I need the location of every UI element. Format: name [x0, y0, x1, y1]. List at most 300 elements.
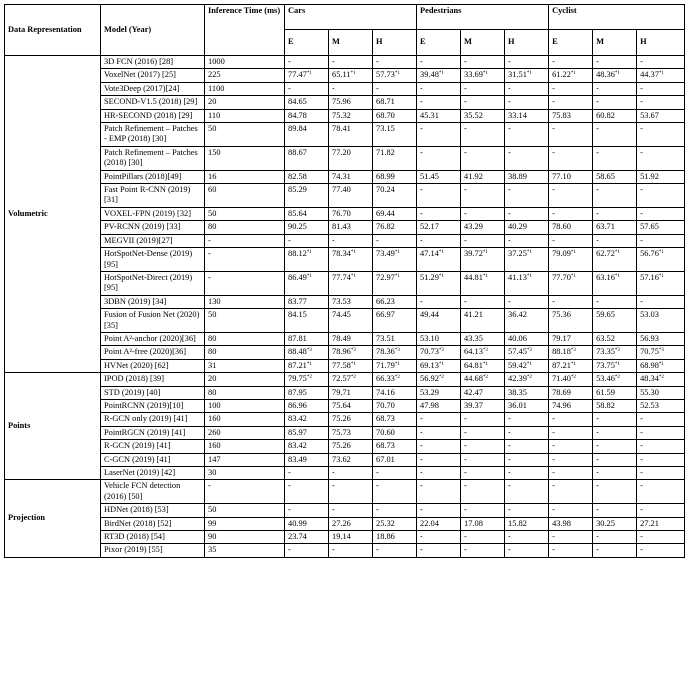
- score-footnote-marker: *1: [306, 273, 312, 279]
- table-row: [5, 234, 685, 247]
- table-row: [5, 96, 685, 109]
- score-footnote-marker: *3: [438, 348, 444, 354]
- score-cell: [373, 531, 417, 544]
- score-cell: [329, 453, 373, 466]
- score-value: -: [420, 454, 423, 464]
- score-value: 79.71: [332, 387, 351, 397]
- score-cell: [417, 96, 461, 109]
- score-value: 81.43: [332, 222, 351, 232]
- score-cell: [505, 146, 549, 170]
- score-cell: [549, 480, 593, 504]
- score-value: 68.73: [376, 441, 395, 451]
- inference-time-cell: 99: [205, 517, 285, 530]
- score-value: 43.35: [464, 333, 483, 343]
- score-footnote-marker: *1: [614, 361, 620, 367]
- score-value: -: [420, 208, 423, 218]
- table-row: [5, 440, 685, 453]
- score-cell: [505, 123, 549, 147]
- score-cell: [549, 386, 593, 399]
- header-group-pedestrians: Pedestrians: [417, 5, 549, 30]
- score-cell: [505, 413, 549, 426]
- score-value: -: [420, 468, 423, 477]
- score-cell: [637, 69, 685, 82]
- score-value: -: [464, 147, 467, 157]
- score-value: -: [552, 468, 555, 477]
- score-cell: [329, 170, 373, 183]
- score-value: 75.36: [552, 310, 571, 320]
- score-value: 73.62: [332, 454, 351, 464]
- score-cell: [417, 480, 461, 504]
- score-cell: [417, 346, 461, 359]
- score-cell: [549, 346, 593, 359]
- score-cell: [373, 467, 417, 480]
- score-cell: [329, 184, 373, 208]
- score-value: 65.11: [332, 70, 351, 80]
- score-value: 27.21: [640, 518, 659, 528]
- score-value: -: [596, 57, 599, 66]
- score-value: 79.09: [552, 249, 571, 259]
- table-row: [5, 221, 685, 234]
- score-value: 79.17: [552, 333, 571, 343]
- score-value: 51.29: [420, 272, 439, 282]
- table-row: [5, 309, 685, 333]
- score-value: -: [420, 414, 423, 424]
- score-value: 89.84: [288, 124, 307, 134]
- score-cell: [637, 221, 685, 234]
- score-cell: [505, 453, 549, 466]
- score-value: -: [596, 441, 599, 451]
- score-cell: [417, 271, 461, 295]
- score-value: -: [420, 235, 423, 245]
- score-cell: [593, 359, 637, 372]
- score-cell: [373, 248, 417, 272]
- score-cell: [373, 346, 417, 359]
- score-value: 48.34: [640, 374, 659, 384]
- model-cell: 3DBN (2019) [34]: [101, 295, 205, 308]
- header-pedestrians-hard: H: [505, 30, 549, 56]
- score-cell: [285, 440, 329, 453]
- score-cell: [285, 426, 329, 439]
- inference-time-cell: 100: [205, 399, 285, 412]
- score-value: -: [552, 83, 555, 93]
- score-value: -: [332, 468, 335, 477]
- model-cell: HDNet (2018) [53]: [101, 504, 205, 517]
- table-row: [5, 295, 685, 308]
- score-value: -: [552, 296, 555, 306]
- score-value: -: [420, 57, 423, 66]
- score-cell: [593, 184, 637, 208]
- score-cell: [593, 309, 637, 333]
- score-cell: [285, 504, 329, 517]
- header-model-year: Model (Year): [101, 5, 205, 56]
- score-value: -: [596, 468, 599, 477]
- score-value: 69.44: [376, 208, 395, 218]
- score-cell: [637, 426, 685, 439]
- score-value: -: [552, 97, 555, 107]
- score-value: 78.34: [332, 249, 351, 259]
- score-cell: [593, 399, 637, 412]
- score-value: -: [596, 147, 599, 157]
- category-cell: Projection: [5, 480, 101, 557]
- score-value: -: [508, 83, 511, 93]
- model-cell: PointRCNN (2019)[10]: [101, 399, 205, 412]
- score-cell: [417, 69, 461, 82]
- model-cell: HotSpotNet-Dense (2019)[95]: [101, 248, 205, 272]
- model-cell: Vehicle FCN detection (2016) [50]: [101, 480, 205, 504]
- score-cell: [549, 123, 593, 147]
- score-footnote-marker: *2: [526, 375, 532, 381]
- inference-time-cell: 50: [205, 123, 285, 147]
- table-row: [5, 82, 685, 95]
- score-footnote-marker: *2: [614, 375, 620, 381]
- score-value: -: [376, 57, 379, 66]
- score-value: 88.12: [288, 249, 307, 259]
- score-cell: [329, 234, 373, 247]
- score-value: -: [420, 97, 423, 107]
- score-cell: [593, 146, 637, 170]
- score-value: -: [640, 545, 643, 555]
- score-value: -: [508, 414, 511, 424]
- score-value: -: [288, 505, 291, 515]
- score-value: -: [508, 441, 511, 451]
- model-cell: Fast Point R-CNN (2019) [31]: [101, 184, 205, 208]
- score-value: 57.16: [640, 272, 659, 282]
- score-value: 49.44: [420, 310, 439, 320]
- score-cell: [505, 359, 549, 372]
- score-cell: [549, 413, 593, 426]
- header-cyclist-hard: H: [637, 30, 685, 56]
- score-cell: [505, 346, 549, 359]
- score-cell: [373, 373, 417, 386]
- score-value: 76.82: [376, 222, 395, 232]
- score-value: -: [640, 185, 643, 195]
- inference-time-cell: 1100: [205, 82, 285, 95]
- score-value: 88.18: [552, 347, 571, 357]
- score-value: 67.01: [376, 454, 395, 464]
- score-cell: [285, 517, 329, 530]
- inference-time-cell: -: [205, 480, 285, 504]
- score-cell: [373, 184, 417, 208]
- score-value: 63.52: [596, 333, 615, 343]
- score-cell: [461, 386, 505, 399]
- score-cell: [373, 271, 417, 295]
- score-value: 77.20: [332, 147, 351, 157]
- inference-time-cell: 1000: [205, 56, 285, 69]
- score-cell: [373, 399, 417, 412]
- score-footnote-marker: *1: [482, 273, 488, 279]
- score-value: -: [508, 468, 511, 477]
- score-value: -: [332, 481, 335, 491]
- score-cell: [505, 170, 549, 183]
- score-cell: [549, 146, 593, 170]
- score-value: -: [464, 97, 467, 107]
- score-cell: [329, 271, 373, 295]
- score-cell: [637, 170, 685, 183]
- score-cell: [285, 413, 329, 426]
- score-value: -: [420, 185, 423, 195]
- score-cell: [373, 146, 417, 170]
- score-value: 77.74: [332, 272, 351, 282]
- table-row: [5, 271, 685, 295]
- score-value: -: [640, 296, 643, 306]
- model-cell: 3D FCN (2016) [28]: [101, 56, 205, 69]
- score-value: 36.01: [508, 400, 527, 410]
- score-value: -: [464, 414, 467, 424]
- header-inference-time: Inference Time (ms): [205, 5, 285, 56]
- score-value: -: [640, 208, 643, 218]
- score-cell: [593, 531, 637, 544]
- score-value: -: [596, 83, 599, 93]
- score-value: 73.35: [596, 347, 615, 357]
- inference-time-cell: 110: [205, 109, 285, 122]
- score-cell: [461, 248, 505, 272]
- score-value: 85.64: [288, 208, 307, 218]
- score-value: 71.82: [376, 147, 395, 157]
- score-value: 25.32: [376, 518, 395, 528]
- score-footnote-marker: *1: [658, 273, 664, 279]
- score-value: -: [420, 441, 423, 451]
- score-value: 84.15: [288, 310, 307, 320]
- score-cell: [329, 332, 373, 345]
- score-cell: [549, 295, 593, 308]
- score-cell: [549, 234, 593, 247]
- score-footnote-marker: *1: [394, 250, 400, 256]
- score-cell: [329, 248, 373, 272]
- inference-time-cell: -: [205, 234, 285, 247]
- score-footnote-marker: *1: [570, 273, 576, 279]
- score-value: -: [596, 427, 599, 437]
- score-cell: [637, 271, 685, 295]
- inference-time-cell: 20: [205, 373, 285, 386]
- score-cell: [417, 373, 461, 386]
- score-value: 17.08: [464, 518, 483, 528]
- score-cell: [549, 426, 593, 439]
- score-cell: [505, 480, 549, 504]
- score-value: -: [288, 468, 291, 477]
- inference-time-cell: 80: [205, 346, 285, 359]
- score-cell: [637, 109, 685, 122]
- score-cell: [593, 69, 637, 82]
- score-value: -: [640, 468, 643, 477]
- score-value: 63.16: [596, 272, 615, 282]
- score-cell: [417, 359, 461, 372]
- score-cell: [593, 170, 637, 183]
- score-value: -: [640, 481, 643, 491]
- score-value: -: [640, 97, 643, 107]
- inference-time-cell: 150: [205, 146, 285, 170]
- score-footnote-marker: *2: [394, 375, 400, 381]
- score-value: -: [552, 427, 555, 437]
- score-value: 19.14: [332, 532, 351, 542]
- score-value: 42.47: [464, 387, 483, 397]
- score-footnote-marker: *1: [350, 361, 356, 367]
- score-cell: [637, 184, 685, 208]
- score-cell: [285, 467, 329, 480]
- score-cell: [461, 109, 505, 122]
- score-cell: [461, 82, 505, 95]
- score-cell: [593, 453, 637, 466]
- score-value: 85.29: [288, 185, 307, 195]
- score-cell: [417, 207, 461, 220]
- score-value: -: [596, 505, 599, 515]
- header-group-cars: Cars: [285, 5, 417, 30]
- table-row: [5, 69, 685, 82]
- score-value: -: [288, 83, 291, 93]
- table-row: [5, 109, 685, 122]
- score-cell: [549, 221, 593, 234]
- score-cell: [285, 96, 329, 109]
- score-footnote-marker: *1: [526, 71, 532, 77]
- score-value: 72.97: [376, 272, 395, 282]
- score-cell: [637, 146, 685, 170]
- score-cell: [373, 96, 417, 109]
- score-value: -: [640, 414, 643, 424]
- model-cell: R-GCN (2019) [41]: [101, 440, 205, 453]
- score-cell: [373, 309, 417, 333]
- score-value: 64.81: [464, 360, 483, 370]
- score-value: 74.16: [376, 387, 395, 397]
- score-cell: [505, 295, 549, 308]
- score-cell: [329, 413, 373, 426]
- score-cell: [461, 96, 505, 109]
- score-cell: [285, 234, 329, 247]
- score-value: -: [464, 427, 467, 437]
- score-cell: [505, 248, 549, 272]
- score-cell: [505, 332, 549, 345]
- score-value: -: [508, 454, 511, 464]
- table-row: [5, 207, 685, 220]
- score-value: 56.92: [420, 374, 439, 384]
- score-cell: [285, 373, 329, 386]
- score-value: -: [508, 97, 511, 107]
- score-value: 61.22: [552, 70, 571, 80]
- score-value: 85.97: [288, 427, 307, 437]
- score-cell: [373, 453, 417, 466]
- score-footnote-marker: *1: [438, 361, 444, 367]
- score-value: -: [464, 454, 467, 464]
- score-cell: [373, 413, 417, 426]
- score-cell: [637, 544, 685, 557]
- score-footnote-marker: *1: [482, 361, 488, 367]
- score-cell: [417, 309, 461, 333]
- score-cell: [329, 373, 373, 386]
- score-cell: [329, 96, 373, 109]
- score-cell: [329, 82, 373, 95]
- score-value: -: [508, 532, 511, 542]
- score-value: 75.26: [332, 441, 351, 451]
- score-cell: [549, 207, 593, 220]
- score-value: 60.82: [596, 110, 615, 120]
- score-cell: [593, 295, 637, 308]
- score-cell: [461, 544, 505, 557]
- score-cell: [373, 544, 417, 557]
- score-value: 78.41: [332, 124, 351, 134]
- score-value: -: [640, 454, 643, 464]
- score-cell: [461, 504, 505, 517]
- model-cell: C-GCN (2019) [41]: [101, 453, 205, 466]
- score-value: 68.98: [640, 360, 659, 370]
- table-row: [5, 517, 685, 530]
- score-cell: [549, 170, 593, 183]
- score-cell: [549, 309, 593, 333]
- score-value: 52.17: [420, 222, 439, 232]
- score-cell: [637, 373, 685, 386]
- score-footnote-marker: *1: [526, 361, 532, 367]
- score-cell: [329, 123, 373, 147]
- score-value: -: [552, 235, 555, 245]
- score-footnote-marker: *1: [658, 71, 664, 77]
- table-row: [5, 170, 685, 183]
- score-footnote-marker: *3: [570, 348, 576, 354]
- score-footnote-marker: *1: [350, 273, 356, 279]
- score-value: -: [376, 468, 379, 477]
- score-cell: [505, 96, 549, 109]
- score-cell: [417, 170, 461, 183]
- category-cell: Points: [5, 373, 101, 480]
- model-cell: Fusion of Fusion Net (2020) [35]: [101, 309, 205, 333]
- score-footnote-marker: *1: [658, 361, 664, 367]
- model-cell: PointPillars (2018)[49]: [101, 170, 205, 183]
- table-row: [5, 146, 685, 170]
- score-value: -: [552, 208, 555, 218]
- score-value: -: [332, 545, 335, 555]
- score-cell: [593, 234, 637, 247]
- score-cell: [417, 146, 461, 170]
- score-cell: [505, 517, 549, 530]
- score-value: -: [552, 454, 555, 464]
- score-footnote-marker: *2: [570, 375, 576, 381]
- score-value: 45.31: [420, 110, 439, 120]
- header-cars-easy: E: [285, 30, 329, 56]
- score-value: 90.25: [288, 222, 307, 232]
- score-cell: [373, 440, 417, 453]
- score-value: -: [508, 124, 511, 134]
- score-value: -: [332, 505, 335, 515]
- score-cell: [417, 504, 461, 517]
- score-value: -: [464, 57, 467, 66]
- score-cell: [417, 248, 461, 272]
- score-cell: [285, 346, 329, 359]
- model-cell: RT3D (2018) [54]: [101, 531, 205, 544]
- score-value: 74.45: [332, 310, 351, 320]
- score-value: -: [508, 235, 511, 245]
- score-cell: [549, 359, 593, 372]
- score-value: -: [552, 414, 555, 424]
- score-footnote-marker: *1: [614, 250, 620, 256]
- score-cell: [593, 109, 637, 122]
- score-cell: [549, 544, 593, 557]
- score-value: 72.57: [332, 374, 351, 384]
- score-cell: [417, 184, 461, 208]
- model-cell: STD (2019) [40]: [101, 386, 205, 399]
- score-value: 40.99: [288, 518, 307, 528]
- score-cell: [417, 332, 461, 345]
- score-value: -: [420, 427, 423, 437]
- score-cell: [505, 440, 549, 453]
- score-value: 18.86: [376, 532, 395, 542]
- model-cell: R-GCN only (2019) [41]: [101, 413, 205, 426]
- header-group-cyclist: Cyclist: [549, 5, 685, 30]
- score-cell: [329, 386, 373, 399]
- score-value: -: [420, 481, 423, 491]
- score-value: -: [552, 57, 555, 66]
- score-cell: [373, 170, 417, 183]
- score-value: 87.95: [288, 387, 307, 397]
- score-cell: [505, 531, 549, 544]
- score-cell: [329, 146, 373, 170]
- score-value: 75.32: [332, 110, 351, 120]
- score-cell: [461, 184, 505, 208]
